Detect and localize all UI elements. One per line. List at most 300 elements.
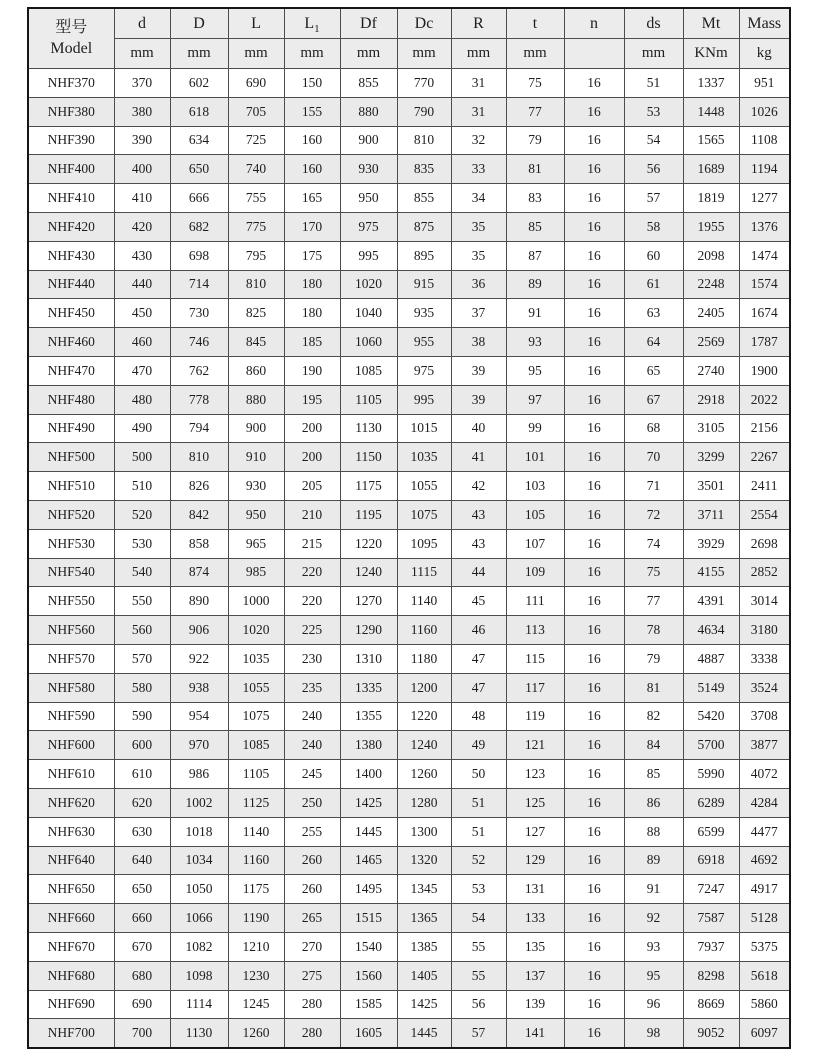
value-cell: 8669 xyxy=(683,990,739,1019)
value-cell: 1495 xyxy=(340,875,397,904)
value-cell: 5618 xyxy=(739,961,790,990)
col-label: ds xyxy=(646,14,661,32)
value-cell: 1020 xyxy=(340,270,397,299)
value-cell: 922 xyxy=(170,644,228,673)
header-col-d xyxy=(114,8,170,39)
value-cell: 88 xyxy=(624,817,683,846)
header-col-Mass xyxy=(739,8,790,39)
model-cell: NHF640 xyxy=(28,846,114,875)
model-cell: NHF440 xyxy=(28,270,114,299)
value-cell: 775 xyxy=(228,212,284,241)
value-cell: 175 xyxy=(284,241,340,270)
value-cell: 56 xyxy=(624,155,683,184)
table-row xyxy=(28,1019,790,1048)
value-cell: 36 xyxy=(451,270,506,299)
value-cell: 1015 xyxy=(397,414,451,443)
model-cell: NHF700 xyxy=(28,1019,114,1048)
value-cell: 1140 xyxy=(397,587,451,616)
value-cell: 7247 xyxy=(683,875,739,904)
header-col-R xyxy=(451,8,506,39)
value-cell: 1300 xyxy=(397,817,451,846)
value-cell: 150 xyxy=(284,69,340,98)
table-row xyxy=(28,155,790,184)
value-cell: 4887 xyxy=(683,644,739,673)
value-cell: 54 xyxy=(624,126,683,155)
value-cell: 70 xyxy=(624,443,683,472)
value-cell: 1787 xyxy=(739,328,790,357)
value-cell: 3338 xyxy=(739,644,790,673)
value-cell: 113 xyxy=(506,616,564,645)
value-cell: 57 xyxy=(451,1019,506,1048)
value-cell: 1190 xyxy=(228,904,284,933)
value-cell: 705 xyxy=(228,97,284,126)
value-cell: 880 xyxy=(340,97,397,126)
value-cell: 210 xyxy=(284,500,340,529)
value-cell: 1020 xyxy=(228,616,284,645)
value-cell: 1405 xyxy=(397,961,451,990)
value-cell: 16 xyxy=(564,500,624,529)
value-cell: 1035 xyxy=(397,443,451,472)
value-cell: 6918 xyxy=(683,846,739,875)
value-cell: 810 xyxy=(170,443,228,472)
unit-n xyxy=(564,39,624,69)
value-cell: 170 xyxy=(284,212,340,241)
value-cell: 79 xyxy=(624,644,683,673)
value-cell: 3299 xyxy=(683,443,739,472)
value-cell: 698 xyxy=(170,241,228,270)
value-cell: 3524 xyxy=(739,673,790,702)
value-cell: 995 xyxy=(397,385,451,414)
value-cell: 790 xyxy=(397,97,451,126)
value-cell: 160 xyxy=(284,126,340,155)
value-cell: 842 xyxy=(170,500,228,529)
table-row xyxy=(28,644,790,673)
value-cell: 52 xyxy=(451,846,506,875)
value-cell: 75 xyxy=(624,558,683,587)
col-sub: 1 xyxy=(314,22,320,35)
model-cell: NHF480 xyxy=(28,385,114,414)
value-cell: 4634 xyxy=(683,616,739,645)
col-label: d xyxy=(138,14,146,32)
value-cell: 400 xyxy=(114,155,170,184)
table-row xyxy=(28,212,790,241)
value-cell: 906 xyxy=(170,616,228,645)
value-cell: 71 xyxy=(624,472,683,501)
value-cell: 1034 xyxy=(170,846,228,875)
value-cell: 7937 xyxy=(683,932,739,961)
value-cell: 380 xyxy=(114,97,170,126)
value-cell: 590 xyxy=(114,702,170,731)
value-cell: 950 xyxy=(340,184,397,213)
value-cell: 16 xyxy=(564,299,624,328)
value-cell: 680 xyxy=(114,961,170,990)
value-cell: 2267 xyxy=(739,443,790,472)
value-cell: 1175 xyxy=(340,472,397,501)
value-cell: 160 xyxy=(284,155,340,184)
value-cell: 550 xyxy=(114,587,170,616)
col-label: L xyxy=(304,14,315,32)
value-cell: 2918 xyxy=(683,385,739,414)
value-cell: 5860 xyxy=(739,990,790,1019)
value-cell: 55 xyxy=(451,932,506,961)
value-cell: 1689 xyxy=(683,155,739,184)
value-cell: 55 xyxy=(451,961,506,990)
col-label: R xyxy=(473,14,484,32)
value-cell: 930 xyxy=(340,155,397,184)
value-cell: 740 xyxy=(228,155,284,184)
value-cell: 1000 xyxy=(228,587,284,616)
value-cell: 825 xyxy=(228,299,284,328)
value-cell: 68 xyxy=(624,414,683,443)
value-cell: 1574 xyxy=(739,270,790,299)
value-cell: 2156 xyxy=(739,414,790,443)
value-cell: 1105 xyxy=(228,760,284,789)
table-row xyxy=(28,961,790,990)
model-cell: NHF650 xyxy=(28,875,114,904)
value-cell: 16 xyxy=(564,414,624,443)
model-cell: NHF680 xyxy=(28,961,114,990)
value-cell: 560 xyxy=(114,616,170,645)
model-cell: NHF470 xyxy=(28,356,114,385)
col-label: Df xyxy=(360,14,377,32)
header-col-ds xyxy=(624,8,683,39)
value-cell: 1035 xyxy=(228,644,284,673)
value-cell: 1095 xyxy=(397,529,451,558)
value-cell: 7587 xyxy=(683,904,739,933)
value-cell: 755 xyxy=(228,184,284,213)
value-cell: 91 xyxy=(624,875,683,904)
value-cell: 16 xyxy=(564,616,624,645)
table-row xyxy=(28,184,790,213)
value-cell: 1175 xyxy=(228,875,284,904)
value-cell: 16 xyxy=(564,990,624,1019)
value-cell: 1105 xyxy=(340,385,397,414)
value-cell: 51 xyxy=(451,817,506,846)
value-cell: 6599 xyxy=(683,817,739,846)
value-cell: 16 xyxy=(564,356,624,385)
model-cell: NHF670 xyxy=(28,932,114,961)
value-cell: 778 xyxy=(170,385,228,414)
value-cell: 730 xyxy=(170,299,228,328)
value-cell: 265 xyxy=(284,904,340,933)
table-row xyxy=(28,529,790,558)
value-cell: 250 xyxy=(284,788,340,817)
table-body xyxy=(28,69,790,1049)
value-cell: 255 xyxy=(284,817,340,846)
table-row xyxy=(28,97,790,126)
model-cell: NHF690 xyxy=(28,990,114,1019)
value-cell: 2569 xyxy=(683,328,739,357)
value-cell: 1337 xyxy=(683,69,739,98)
unit-t: mm xyxy=(506,39,564,69)
value-cell: 540 xyxy=(114,558,170,587)
value-cell: 1055 xyxy=(397,472,451,501)
value-cell: 5700 xyxy=(683,731,739,760)
value-cell: 480 xyxy=(114,385,170,414)
value-cell: 275 xyxy=(284,961,340,990)
value-cell: 530 xyxy=(114,529,170,558)
value-cell: 84 xyxy=(624,731,683,760)
value-cell: 1085 xyxy=(340,356,397,385)
value-cell: 16 xyxy=(564,875,624,904)
value-cell: 5375 xyxy=(739,932,790,961)
value-cell: 770 xyxy=(397,69,451,98)
value-cell: 33 xyxy=(451,155,506,184)
model-cell: NHF400 xyxy=(28,155,114,184)
value-cell: 51 xyxy=(451,788,506,817)
value-cell: 4072 xyxy=(739,760,790,789)
model-cell: NHF450 xyxy=(28,299,114,328)
value-cell: 1900 xyxy=(739,356,790,385)
value-cell: 995 xyxy=(340,241,397,270)
value-cell: 1290 xyxy=(340,616,397,645)
value-cell: 48 xyxy=(451,702,506,731)
model-cell: NHF560 xyxy=(28,616,114,645)
value-cell: 1075 xyxy=(228,702,284,731)
header-col-D xyxy=(170,8,228,39)
table-row xyxy=(28,760,790,789)
value-cell: 4692 xyxy=(739,846,790,875)
value-cell: 954 xyxy=(170,702,228,731)
value-cell: 1026 xyxy=(739,97,790,126)
value-cell: 103 xyxy=(506,472,564,501)
value-cell: 935 xyxy=(397,299,451,328)
value-cell: 895 xyxy=(397,241,451,270)
value-cell: 137 xyxy=(506,961,564,990)
value-cell: 2248 xyxy=(683,270,739,299)
value-cell: 470 xyxy=(114,356,170,385)
table-row xyxy=(28,328,790,357)
value-cell: 746 xyxy=(170,328,228,357)
table-row xyxy=(28,817,790,846)
value-cell: 910 xyxy=(228,443,284,472)
value-cell: 2852 xyxy=(739,558,790,587)
value-cell: 93 xyxy=(624,932,683,961)
value-cell: 520 xyxy=(114,500,170,529)
value-cell: 1310 xyxy=(340,644,397,673)
value-cell: 16 xyxy=(564,270,624,299)
model-cell: NHF580 xyxy=(28,673,114,702)
table-row xyxy=(28,385,790,414)
value-cell: 85 xyxy=(506,212,564,241)
value-cell: 634 xyxy=(170,126,228,155)
value-cell: 650 xyxy=(114,875,170,904)
value-cell: 99 xyxy=(506,414,564,443)
value-cell: 1160 xyxy=(397,616,451,645)
value-cell: 16 xyxy=(564,443,624,472)
value-cell: 125 xyxy=(506,788,564,817)
value-cell: 205 xyxy=(284,472,340,501)
value-cell: 230 xyxy=(284,644,340,673)
value-cell: 666 xyxy=(170,184,228,213)
model-cell: NHF540 xyxy=(28,558,114,587)
table-row xyxy=(28,673,790,702)
unit-Dc: mm xyxy=(397,39,451,69)
value-cell: 5990 xyxy=(683,760,739,789)
value-cell: 93 xyxy=(506,328,564,357)
model-cell: NHF370 xyxy=(28,69,114,98)
value-cell: 1425 xyxy=(397,990,451,1019)
value-cell: 794 xyxy=(170,414,228,443)
model-cell: NHF420 xyxy=(28,212,114,241)
header-col-t xyxy=(506,8,564,39)
value-cell: 1220 xyxy=(340,529,397,558)
value-cell: 16 xyxy=(564,673,624,702)
value-cell: 762 xyxy=(170,356,228,385)
value-cell: 91 xyxy=(506,299,564,328)
value-cell: 165 xyxy=(284,184,340,213)
value-cell: 32 xyxy=(451,126,506,155)
value-cell: 1400 xyxy=(340,760,397,789)
value-cell: 3929 xyxy=(683,529,739,558)
model-cell: NHF490 xyxy=(28,414,114,443)
value-cell: 1050 xyxy=(170,875,228,904)
value-cell: 1585 xyxy=(340,990,397,1019)
value-cell: 77 xyxy=(624,587,683,616)
value-cell: 2405 xyxy=(683,299,739,328)
value-cell: 280 xyxy=(284,1019,340,1048)
value-cell: 4284 xyxy=(739,788,790,817)
value-cell: 16 xyxy=(564,932,624,961)
model-cell: NHF380 xyxy=(28,97,114,126)
value-cell: 16 xyxy=(564,155,624,184)
value-cell: 3105 xyxy=(683,414,739,443)
value-cell: 155 xyxy=(284,97,340,126)
value-cell: 4917 xyxy=(739,875,790,904)
value-cell: 1098 xyxy=(170,961,228,990)
value-cell: 40 xyxy=(451,414,506,443)
value-cell: 74 xyxy=(624,529,683,558)
value-cell: 640 xyxy=(114,846,170,875)
value-cell: 1200 xyxy=(397,673,451,702)
table-row xyxy=(28,414,790,443)
value-cell: 1385 xyxy=(397,932,451,961)
value-cell: 185 xyxy=(284,328,340,357)
table-row xyxy=(28,299,790,328)
header-col-Dc xyxy=(397,8,451,39)
value-cell: 35 xyxy=(451,212,506,241)
value-cell: 2022 xyxy=(739,385,790,414)
value-cell: 86 xyxy=(624,788,683,817)
value-cell: 1280 xyxy=(397,788,451,817)
value-cell: 75 xyxy=(506,69,564,98)
table-row xyxy=(28,846,790,875)
value-cell: 245 xyxy=(284,760,340,789)
value-cell: 1125 xyxy=(228,788,284,817)
value-cell: 260 xyxy=(284,846,340,875)
value-cell: 129 xyxy=(506,846,564,875)
value-cell: 490 xyxy=(114,414,170,443)
value-cell: 874 xyxy=(170,558,228,587)
value-cell: 42 xyxy=(451,472,506,501)
value-cell: 1270 xyxy=(340,587,397,616)
model-cell: NHF620 xyxy=(28,788,114,817)
value-cell: 1674 xyxy=(739,299,790,328)
value-cell: 65 xyxy=(624,356,683,385)
value-cell: 50 xyxy=(451,760,506,789)
value-cell: 16 xyxy=(564,529,624,558)
table-row xyxy=(28,472,790,501)
value-cell: 35 xyxy=(451,241,506,270)
unit-d: mm xyxy=(114,39,170,69)
value-cell: 16 xyxy=(564,587,624,616)
value-cell: 180 xyxy=(284,299,340,328)
value-cell: 119 xyxy=(506,702,564,731)
value-cell: 92 xyxy=(624,904,683,933)
value-cell: 3877 xyxy=(739,731,790,760)
value-cell: 1465 xyxy=(340,846,397,875)
value-cell: 1040 xyxy=(340,299,397,328)
value-cell: 1260 xyxy=(397,760,451,789)
value-cell: 1260 xyxy=(228,1019,284,1048)
value-cell: 109 xyxy=(506,558,564,587)
value-cell: 45 xyxy=(451,587,506,616)
value-cell: 690 xyxy=(228,69,284,98)
value-cell: 1195 xyxy=(340,500,397,529)
table-row xyxy=(28,500,790,529)
value-cell: 16 xyxy=(564,1019,624,1048)
col-label: D xyxy=(193,14,205,32)
value-cell: 510 xyxy=(114,472,170,501)
value-cell: 5420 xyxy=(683,702,739,731)
table-row xyxy=(28,241,790,270)
value-cell: 47 xyxy=(451,644,506,673)
value-cell: 85 xyxy=(624,760,683,789)
value-cell: 618 xyxy=(170,97,228,126)
value-cell: 16 xyxy=(564,184,624,213)
header-model-en: Model xyxy=(50,39,93,57)
value-cell: 3014 xyxy=(739,587,790,616)
value-cell: 3708 xyxy=(739,702,790,731)
value-cell: 1220 xyxy=(397,702,451,731)
value-cell: 951 xyxy=(739,69,790,98)
unit-R: mm xyxy=(451,39,506,69)
model-cell: NHF530 xyxy=(28,529,114,558)
value-cell: 855 xyxy=(397,184,451,213)
value-cell: 900 xyxy=(340,126,397,155)
value-cell: 200 xyxy=(284,414,340,443)
value-cell: 101 xyxy=(506,443,564,472)
value-cell: 67 xyxy=(624,385,683,414)
value-cell: 410 xyxy=(114,184,170,213)
value-cell: 16 xyxy=(564,731,624,760)
table-row xyxy=(28,875,790,904)
value-cell: 4391 xyxy=(683,587,739,616)
value-cell: 215 xyxy=(284,529,340,558)
value-cell: 195 xyxy=(284,385,340,414)
value-cell: 1565 xyxy=(683,126,739,155)
value-cell: 64 xyxy=(624,328,683,357)
model-cell: NHF460 xyxy=(28,328,114,357)
value-cell: 78 xyxy=(624,616,683,645)
value-cell: 1335 xyxy=(340,673,397,702)
table-row xyxy=(28,788,790,817)
value-cell: 1448 xyxy=(683,97,739,126)
value-cell: 970 xyxy=(170,731,228,760)
unit-L1: mm xyxy=(284,39,340,69)
table-row xyxy=(28,69,790,98)
value-cell: 570 xyxy=(114,644,170,673)
value-cell: 1515 xyxy=(340,904,397,933)
value-cell: 47 xyxy=(451,673,506,702)
value-cell: 127 xyxy=(506,817,564,846)
value-cell: 1819 xyxy=(683,184,739,213)
value-cell: 5128 xyxy=(739,904,790,933)
value-cell: 79 xyxy=(506,126,564,155)
table-row xyxy=(28,932,790,961)
unit-Mt: KNm xyxy=(683,39,739,69)
value-cell: 37 xyxy=(451,299,506,328)
